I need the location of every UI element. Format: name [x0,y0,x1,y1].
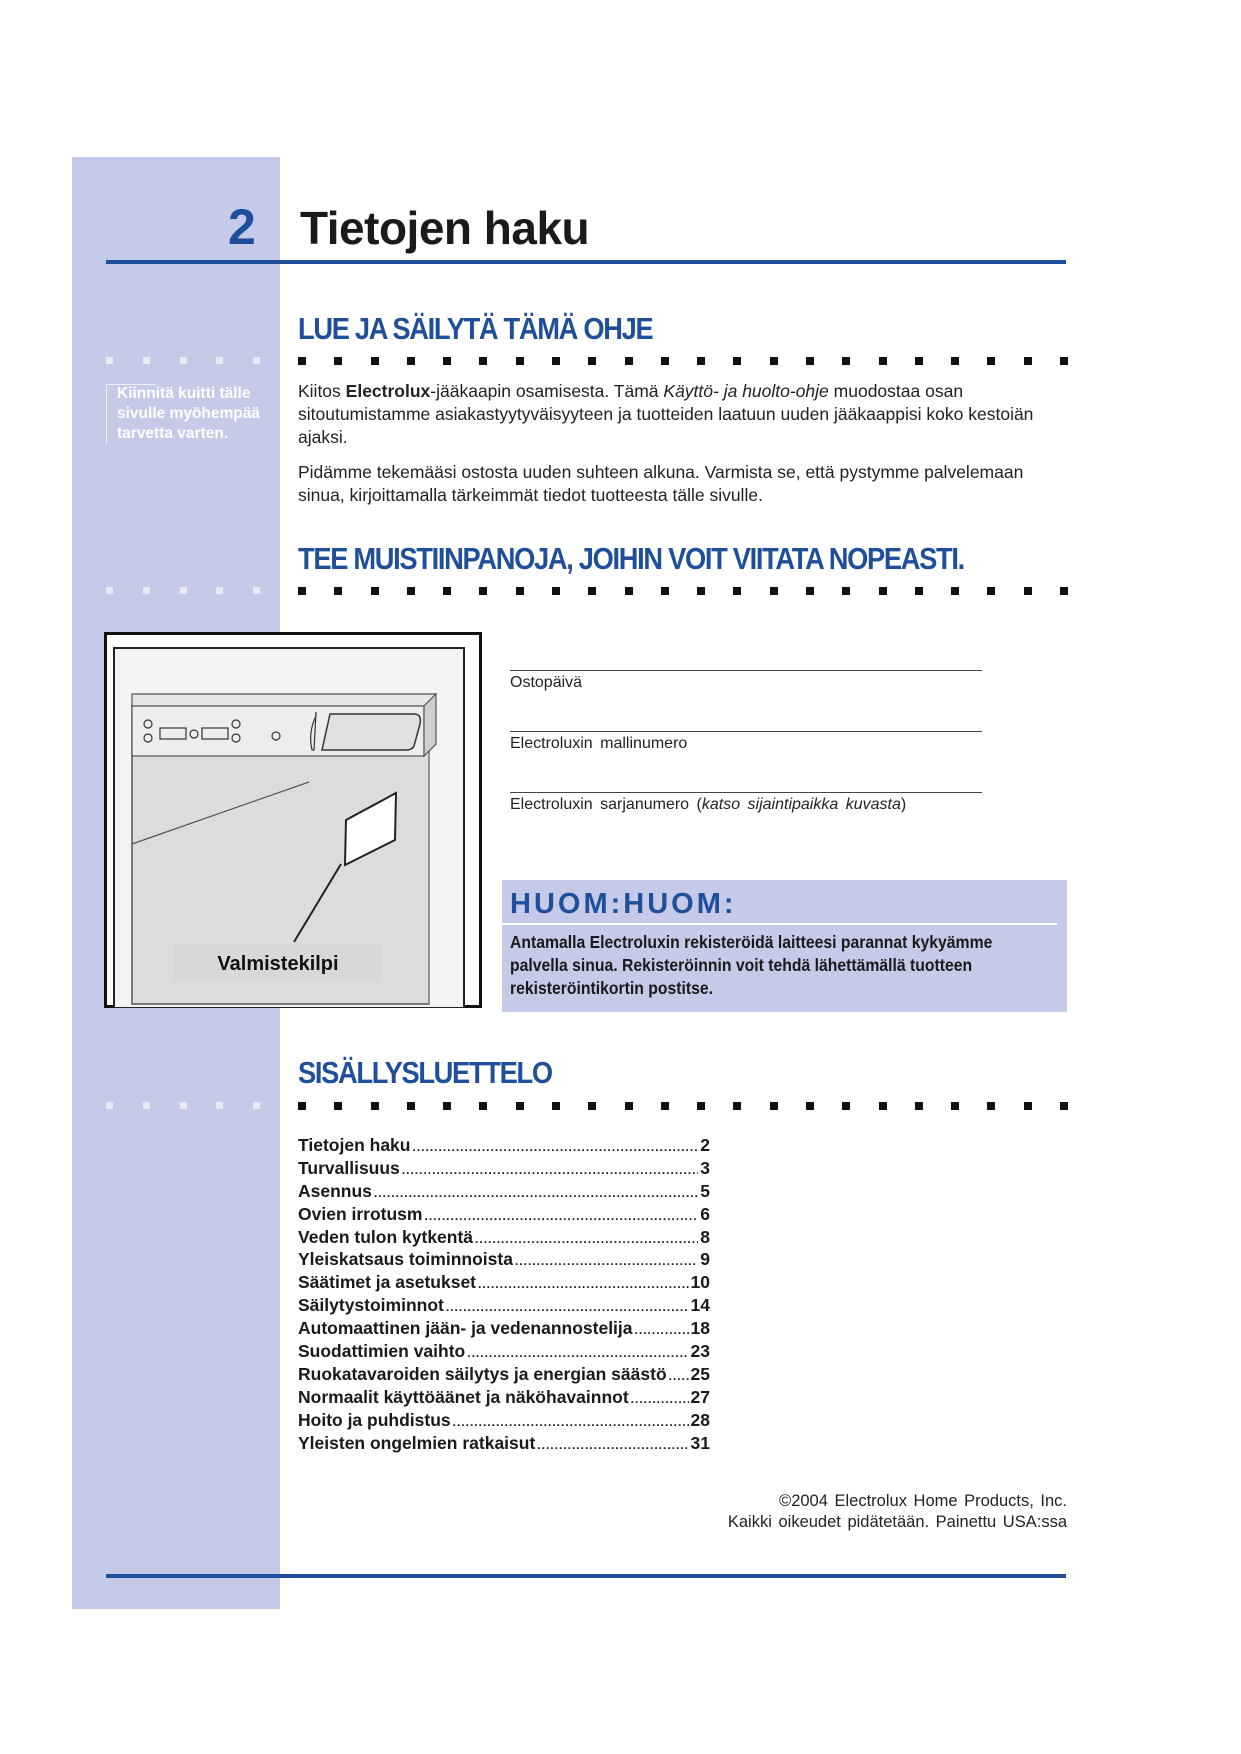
dispenser-window [322,714,420,750]
serial-number-label: Electroluxin sarjanumero (katso sijaintipaikka kuvasta) [510,796,907,813]
toc-entry[interactable] [298,1204,710,1227]
diagram-label: Valmistekilpi [217,953,339,975]
toc-entry-label: Turvallisuus [298,1157,400,1178]
toc-entry-page: 18 [690,1318,710,1339]
sidebar-dot-row [106,587,260,595]
model-number-label: Electroluxin mallinumero [510,735,688,752]
model-number-line[interactable] [510,731,982,732]
toc-entry-label: Säilytystoiminnot [298,1295,444,1316]
toc-entry-page: 27 [690,1386,710,1407]
dot-separator [298,587,1068,595]
intro-paragraph: Kiitos Electrolux-jääkaapin osamisesta. Tämä Käyttö- ja huolto-ohje muodostaa osan sitoutumistamme asiakastyytyväisyyteen ja tuotteiden laatuun uuden jääkaappisi koko kestoiän ajaksi. [298,381,1034,447]
toc-entry-label: Yleiskatsaus toiminnoista [298,1249,513,1270]
note-title: HUOM:HUOM: [510,888,737,920]
toc-entry-page: 9 [700,1249,710,1270]
toc-entry-page: 28 [690,1409,710,1430]
toc-entry-label: Automaattinen jään- ja vedenannostelija [298,1318,633,1339]
toc-entry-label: Veden tulon kytkentä [298,1226,474,1247]
toc-leader-dots [374,1186,698,1200]
toc-leader-dots [467,1346,688,1360]
toc-leader-dots [478,1277,689,1291]
note-title-rule [502,923,1057,925]
sidebar-dot-row [106,357,260,365]
toc-entry-label: Tietojen haku [298,1135,411,1155]
toc-leader-dots [402,1163,698,1177]
toc-leader-dots [412,1140,698,1154]
toc-entry-label: Ruokatavaroiden säilytys ja energian säästö [298,1363,667,1384]
toc-entry-page: 3 [700,1157,710,1178]
toc-leader-dots [631,1392,689,1406]
section-heading-toc: SISÄLLYSLUETTELO [298,1055,552,1090]
dot-separator [298,1102,1068,1110]
purchase-date-label: Ostopäivä [510,674,583,691]
toc-entry[interactable] [298,1227,710,1250]
toc-entry-page: 2 [700,1135,710,1155]
toc-leader-dots [424,1209,698,1223]
page-title: Tietojen haku [300,202,590,254]
toc-entry[interactable] [298,1181,710,1204]
toc-entry[interactable] [298,1410,710,1433]
manual-title: Käyttö- ja huolto-ohje [663,381,829,401]
toc-entry[interactable] [298,1158,710,1181]
toc-entry-page: 14 [690,1295,710,1316]
page-number: 2 [228,199,256,255]
toc-entry[interactable] [298,1341,710,1364]
toc-leader-dots [446,1300,689,1314]
toc-entry-page: 23 [690,1341,710,1362]
toc-entry-page: 25 [690,1363,710,1384]
toc-leader-dots [669,1369,689,1383]
brand-name: Electrolux [345,381,431,401]
dot-separator [298,357,1068,365]
toc-entry[interactable] [298,1135,710,1158]
toc-entry[interactable] [298,1272,710,1295]
toc-entry[interactable] [298,1295,710,1318]
toc-entry-page: 5 [700,1180,710,1201]
toc-entry-label: Asennus [298,1180,372,1201]
sidebar-dot-row [106,1102,260,1110]
toc-entry[interactable] [298,1364,710,1387]
toc-leader-dots [537,1438,688,1452]
table-of-contents [298,1135,710,1455]
toc-entry-label: Säätimet ja asetukset [298,1272,477,1293]
toc-leader-dots [453,1415,689,1429]
purchase-date-line[interactable] [510,670,982,671]
control-panel-top [132,694,436,706]
toc-entry-page: 6 [700,1203,710,1224]
toc-leader-dots [475,1232,698,1246]
note-text: Antamalla Electroluxin rekisteröidä laitteesi parannat kykyämme palvella sinua. Rekisteröinnin voit tehdä lähettämällä tuotteen rekisteröintikortin postitse. [510,932,993,998]
toc-leader-dots [635,1323,689,1337]
footer-rule [106,1574,1066,1578]
toc-entry-label: Suodattimien vaihto [298,1341,466,1362]
serial-number-line[interactable] [510,792,982,793]
purchase-paragraph: Pidämme tekemääsi ostosta uuden suhteen alkuna. Varmista se, että pystymme palvelemaan sinua, kirjoittamalla tärkeimmät tiedot tuotteesta tälle sivulle. [298,462,1024,505]
section-heading-notes: TEE MUISTIINPANOJA, JOIHIN VOIT VIITATA NOPEASTI. [298,541,964,576]
toc-entry[interactable] [298,1249,710,1272]
toc-entry-label: Ovien irrotusm [298,1203,423,1224]
serial-plate-diagram [104,632,482,1008]
sidebar-note: Kiinnitä kuitti tälle sivulle myöhempää tarvetta varten. [106,384,282,444]
toc-entry[interactable] [298,1387,710,1410]
section-heading-read-keep: LUE JA SÄILYTÄ TÄMÄ OHJE [298,311,653,346]
toc-entry-page: 8 [700,1226,710,1247]
header-rule [106,260,1066,264]
toc-entry[interactable] [298,1433,710,1456]
toc-entry-page: 31 [690,1432,710,1453]
toc-entry-label: Hoito ja puhdistus [298,1409,451,1430]
toc-entry-page: 10 [690,1272,710,1293]
copyright-line: ©2004 Electrolux Home Products, Inc. [779,1492,1067,1510]
toc-leader-dots [515,1254,698,1268]
toc-entry-label: Yleisten ongelmien ratkaisut [298,1432,536,1453]
toc-entry[interactable] [298,1318,710,1341]
toc-entry-label: Normaalit käyttöäänet ja näköhavainnot [298,1386,629,1407]
copyright-block [728,1491,1067,1533]
rights-line: Kaikki oikeudet pidätetään. Painettu USA:ssa [727,1513,1067,1531]
